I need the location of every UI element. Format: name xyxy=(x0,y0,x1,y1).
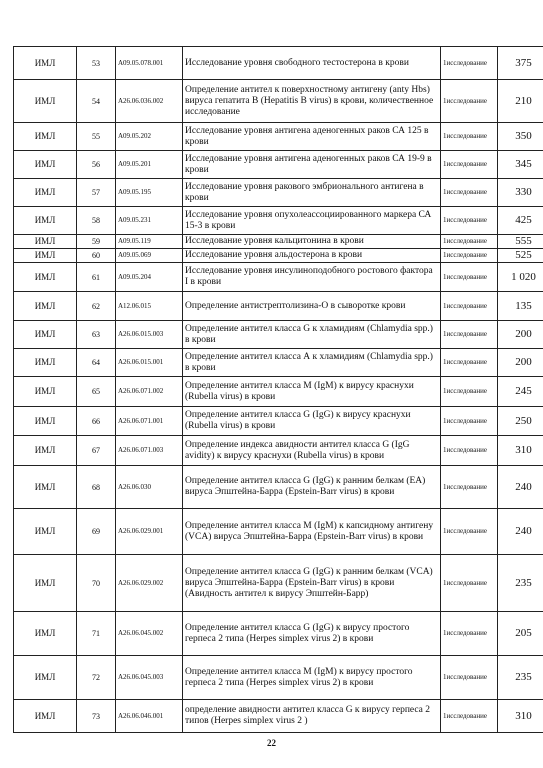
service-code-cell: A26.06.015.003 xyxy=(116,321,183,349)
org-cell: ИМЛ xyxy=(14,80,77,123)
row-number-cell: 65 xyxy=(77,377,116,407)
service-code-cell: A26.06.045.002 xyxy=(116,612,183,656)
table-row xyxy=(14,151,543,179)
service-name-cell: Определение антистрептолизина-О в сыворотке крови xyxy=(183,292,441,321)
unit-cell: 1исследование xyxy=(441,292,498,321)
row-number-cell: 66 xyxy=(77,407,116,436)
unit-cell: 1исследование xyxy=(441,47,498,80)
price-cell: 250 xyxy=(498,407,543,436)
row-number-cell: 63 xyxy=(77,321,116,349)
service-name-cell: Исследование уровня ракового эмбрионального антигена в крови xyxy=(183,179,441,207)
table-row xyxy=(14,377,543,407)
service-name-cell: Исследование уровня свободного тестостерона в крови xyxy=(183,47,441,80)
price-cell: 525 xyxy=(498,249,543,263)
unit-cell: 1исследование xyxy=(441,407,498,436)
org-cell: ИМЛ xyxy=(14,207,77,235)
table-row xyxy=(14,436,543,466)
org-cell: ИМЛ xyxy=(14,151,77,179)
price-list-body xyxy=(14,47,543,733)
org-cell: ИМЛ xyxy=(14,123,77,151)
row-number-cell: 53 xyxy=(77,47,116,80)
price-cell: 240 xyxy=(498,509,543,555)
table-row xyxy=(14,407,543,436)
service-name-cell: Исследование уровня антигена аденогенных раков СА 125 в крови xyxy=(183,123,441,151)
unit-cell: 1исследование xyxy=(441,151,498,179)
price-cell: 310 xyxy=(498,436,543,466)
service-name-cell: Определение индекса авидности антител класса G (IgG avidity) к вирусу краснухи (Rubella virus) в крови xyxy=(183,436,441,466)
row-number-cell: 57 xyxy=(77,179,116,207)
table-row xyxy=(14,47,543,80)
price-cell: 1 020 xyxy=(498,263,543,292)
unit-cell: 1исследование xyxy=(441,436,498,466)
row-number-cell: 58 xyxy=(77,207,116,235)
table-row xyxy=(14,700,543,733)
table-row xyxy=(14,235,543,249)
service-code-cell: A09.05.069 xyxy=(116,249,183,263)
service-code-cell: A12.06.015 xyxy=(116,292,183,321)
service-code-cell: A09.05.195 xyxy=(116,179,183,207)
unit-cell: 1исследование xyxy=(441,235,498,249)
unit-cell: 1исследование xyxy=(441,123,498,151)
table-row xyxy=(14,321,543,349)
org-cell: ИМЛ xyxy=(14,179,77,207)
price-cell: 245 xyxy=(498,377,543,407)
table-row xyxy=(14,207,543,235)
row-number-cell: 56 xyxy=(77,151,116,179)
service-name-cell: определение авидности антител класса G к вирусу герпеса 2 типов (Herpes simplex virus 2 ) xyxy=(183,700,441,733)
unit-cell: 1исследование xyxy=(441,179,498,207)
unit-cell: 1исследование xyxy=(441,509,498,555)
service-name-cell: Определение антител к поверхностному антигену (anty Hbs) вируса гепатита В (Hepatitis B virus) в крови, количественное исследование xyxy=(183,80,441,123)
service-code-cell: A26.06.030 xyxy=(116,466,183,509)
service-code-cell: A09.05.204 xyxy=(116,263,183,292)
row-number-cell: 62 xyxy=(77,292,116,321)
service-code-cell: A26.06.045.003 xyxy=(116,656,183,700)
row-number-cell: 72 xyxy=(77,656,116,700)
price-cell: 200 xyxy=(498,349,543,377)
org-cell: ИМЛ xyxy=(14,263,77,292)
service-code-cell: A09.05.201 xyxy=(116,151,183,179)
org-cell: ИМЛ xyxy=(14,377,77,407)
service-code-cell: A26.06.036.002 xyxy=(116,80,183,123)
service-name-cell: Определение антител класса G (IgG) к вирусу краснухи (Rubella virus) в крови xyxy=(183,407,441,436)
row-number-cell: 70 xyxy=(77,555,116,612)
row-number-cell: 67 xyxy=(77,436,116,466)
row-number-cell: 64 xyxy=(77,349,116,377)
service-name-cell: Исследование уровня инсулиноподобного ростового фактора I в крови xyxy=(183,263,441,292)
table-row xyxy=(14,466,543,509)
org-cell: ИМЛ xyxy=(14,407,77,436)
row-number-cell: 69 xyxy=(77,509,116,555)
table-row xyxy=(14,123,543,151)
service-code-cell: A26.06.029.001 xyxy=(116,509,183,555)
service-code-cell: A09.05.231 xyxy=(116,207,183,235)
row-number-cell: 60 xyxy=(77,249,116,263)
price-cell: 555 xyxy=(498,235,543,249)
org-cell: ИМЛ xyxy=(14,555,77,612)
unit-cell: 1исследование xyxy=(441,555,498,612)
org-cell: ИМЛ xyxy=(14,612,77,656)
service-code-cell: A26.06.071.003 xyxy=(116,436,183,466)
service-name-cell: Определение антител класса M (IgM) к вирусу краснухи (Rubella virus) в крови xyxy=(183,377,441,407)
service-name-cell: Определение антител класса G (IgG) к ранним белкам (ЕА) вируса Эпштейна-Барра (Epstein-Barr virus) в крови xyxy=(183,466,441,509)
row-number-cell: 61 xyxy=(77,263,116,292)
org-cell: ИМЛ xyxy=(14,656,77,700)
table-row xyxy=(14,656,543,700)
org-cell: ИМЛ xyxy=(14,249,77,263)
row-number-cell: 54 xyxy=(77,80,116,123)
price-cell: 240 xyxy=(498,466,543,509)
unit-cell: 1исследование xyxy=(441,466,498,509)
service-name-cell: Исследование уровня кальцитонина в крови xyxy=(183,235,441,249)
org-cell: ИМЛ xyxy=(14,509,77,555)
org-cell: ИМЛ xyxy=(14,349,77,377)
service-code-cell: A26.06.071.002 xyxy=(116,377,183,407)
service-code-cell: A26.06.015.001 xyxy=(116,349,183,377)
service-name-cell: Определение антител класса M (IgM) к вирусу простого герпеса 2 типа (Herpes simplex virus 2) в крови xyxy=(183,656,441,700)
org-cell: ИМЛ xyxy=(14,700,77,733)
unit-cell: 1исследование xyxy=(441,249,498,263)
service-name-cell: Определение антител класса G (IgG) к ранним белкам (VCA) вируса Эпштейна-Барра (Epstein-Barr virus) в крови (Авидность антител к вирусу Эпштейн-Барр) xyxy=(183,555,441,612)
price-cell: 345 xyxy=(498,151,543,179)
unit-cell: 1исследование xyxy=(441,207,498,235)
price-cell: 330 xyxy=(498,179,543,207)
service-code-cell: A26.06.071.001 xyxy=(116,407,183,436)
price-cell: 210 xyxy=(498,80,543,123)
table-row xyxy=(14,555,543,612)
price-cell: 205 xyxy=(498,612,543,656)
table-row xyxy=(14,249,543,263)
unit-cell: 1исследование xyxy=(441,700,498,733)
unit-cell: 1исследование xyxy=(441,656,498,700)
table-row xyxy=(14,179,543,207)
price-cell: 310 xyxy=(498,700,543,733)
org-cell: ИМЛ xyxy=(14,436,77,466)
service-name-cell: Исследование уровня антигена аденогенных раков СА 19-9 в крови xyxy=(183,151,441,179)
org-cell: ИМЛ xyxy=(14,235,77,249)
unit-cell: 1исследование xyxy=(441,349,498,377)
price-cell: 200 xyxy=(498,321,543,349)
unit-cell: 1исследование xyxy=(441,377,498,407)
price-cell: 135 xyxy=(498,292,543,321)
table-row xyxy=(14,292,543,321)
table-row xyxy=(14,80,543,123)
service-name-cell: Исследование уровня альдостерона в крови xyxy=(183,249,441,263)
service-code-cell: A26.06.029.002 xyxy=(116,555,183,612)
unit-cell: 1исследование xyxy=(441,612,498,656)
row-number-cell: 73 xyxy=(77,700,116,733)
service-code-cell: A09.05.119 xyxy=(116,235,183,249)
price-list-table xyxy=(13,46,543,733)
service-name-cell: Определение антител класса M (IgM) к капсидному антигену (VCA) вируса Эпштейна-Барра (Epstein-Barr virus) в крови xyxy=(183,509,441,555)
table-row xyxy=(14,509,543,555)
row-number-cell: 55 xyxy=(77,123,116,151)
org-cell: ИМЛ xyxy=(14,47,77,80)
price-cell: 350 xyxy=(498,123,543,151)
unit-cell: 1исследование xyxy=(441,321,498,349)
row-number-cell: 71 xyxy=(77,612,116,656)
service-name-cell: Определение антител класса А к хламидиям (Chlamydia spp.) в крови xyxy=(183,349,441,377)
row-number-cell: 59 xyxy=(77,235,116,249)
price-cell: 375 xyxy=(498,47,543,80)
table-row xyxy=(14,612,543,656)
org-cell: ИМЛ xyxy=(14,466,77,509)
price-cell: 235 xyxy=(498,656,543,700)
service-code-cell: A26.06.046.001 xyxy=(116,700,183,733)
unit-cell: 1исследование xyxy=(441,263,498,292)
row-number-cell: 68 xyxy=(77,466,116,509)
service-code-cell: A09.05.202 xyxy=(116,123,183,151)
price-cell: 235 xyxy=(498,555,543,612)
org-cell: ИМЛ xyxy=(14,292,77,321)
table-row xyxy=(14,263,543,292)
page-number: 22 xyxy=(267,738,276,748)
service-name-cell: Определение антител класса G (IgG) к вирусу простого герпеса 2 типа (Herpes simplex virus 2) в крови xyxy=(183,612,441,656)
service-name-cell: Исследование уровня опухолеассоциированного маркера СА 15-3 в крови xyxy=(183,207,441,235)
unit-cell: 1исследование xyxy=(441,80,498,123)
table-row xyxy=(14,349,543,377)
service-code-cell: A09.05.078.001 xyxy=(116,47,183,80)
service-name-cell: Определение антител класса G к хламидиям (Chlamydia spp.) в крови xyxy=(183,321,441,349)
org-cell: ИМЛ xyxy=(14,321,77,349)
price-cell: 425 xyxy=(498,207,543,235)
